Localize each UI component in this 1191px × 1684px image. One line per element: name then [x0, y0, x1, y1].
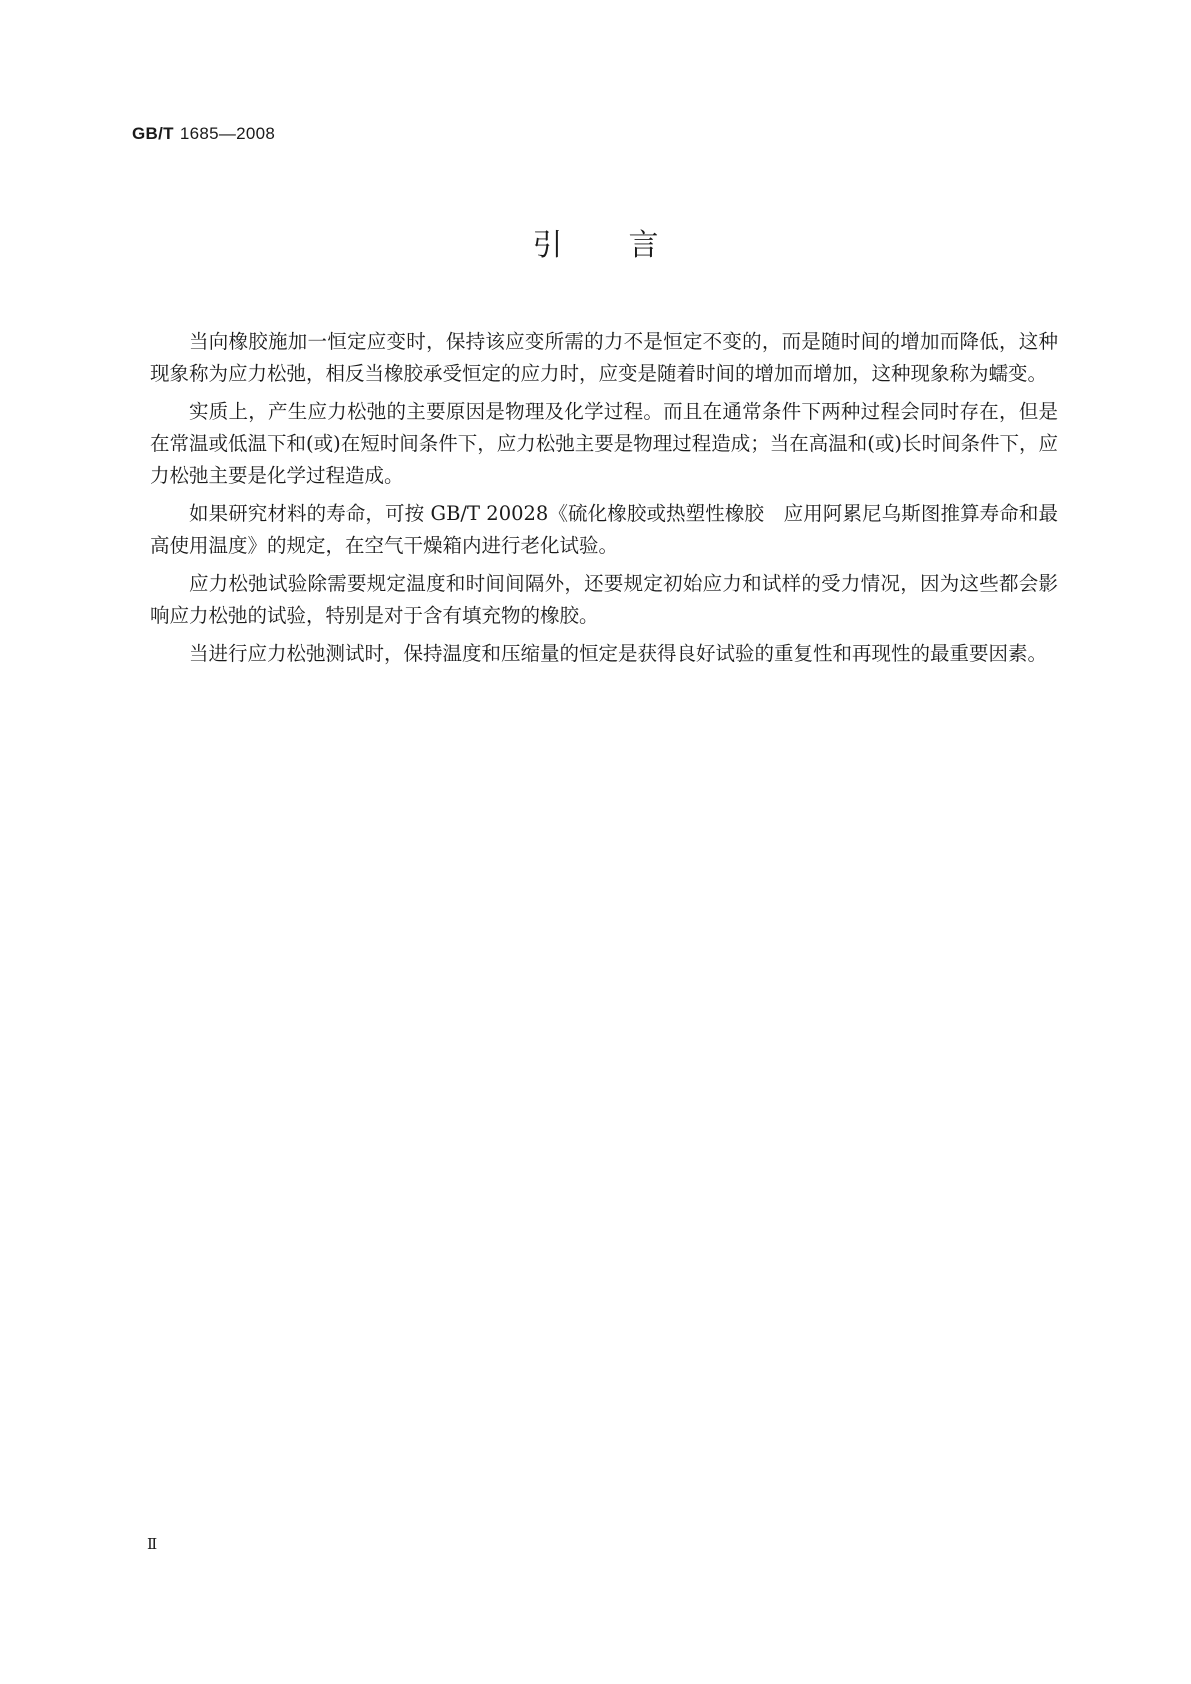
- paragraph-5: 当进行应力松弛测试时，保持温度和压缩量的恒定是获得良好试验的重复性和再现性的最重要因素。: [189, 642, 1048, 665]
- paragraph-4: 应力松弛试验除需要规定温度和时间间隔外，还要规定初始应力和试样的受力情况，因为这些都会影响应力松弛的试验，特别是对于含有填充物的橡胶。: [150, 572, 1058, 627]
- standard-number: 1685—2008: [179, 124, 276, 143]
- paragraph-3: 如果研究材料的寿命，可按 GB/T 20028《硫化橡胶或热塑性橡胶 应用阿累尼乌斯图推算寿命和最高使用温度》的规定，在空气干燥箱内进行老化试验。: [150, 502, 1058, 557]
- standard-prefix: GB/T: [132, 124, 174, 143]
- paragraph-1: 当向橡胶施加一恒定应变时，保持该应变所需的力不是恒定不变的，而是随时间的增加而降低，这种现象称为应力松弛，相反当橡胶承受恒定的应力时，应变是随着时间的增加而增加，这种现象称为蠕变。: [150, 330, 1058, 385]
- standard-code: [132, 124, 275, 144]
- page-title: 引言: [532, 228, 725, 263]
- introduction-body: [150, 326, 1058, 676]
- page-number: Ⅱ: [147, 1535, 158, 1553]
- paragraph-2: 实质上，产生应力松弛的主要原因是物理及化学过程。而且在通常条件下两种过程会同时存在，但是在常温或低温下和(或)在短时间条件下，应力松弛主要是物理过程造成；当在高温和(或)长时间条件下，应力松弛主要是化学过程造成。: [150, 400, 1058, 487]
